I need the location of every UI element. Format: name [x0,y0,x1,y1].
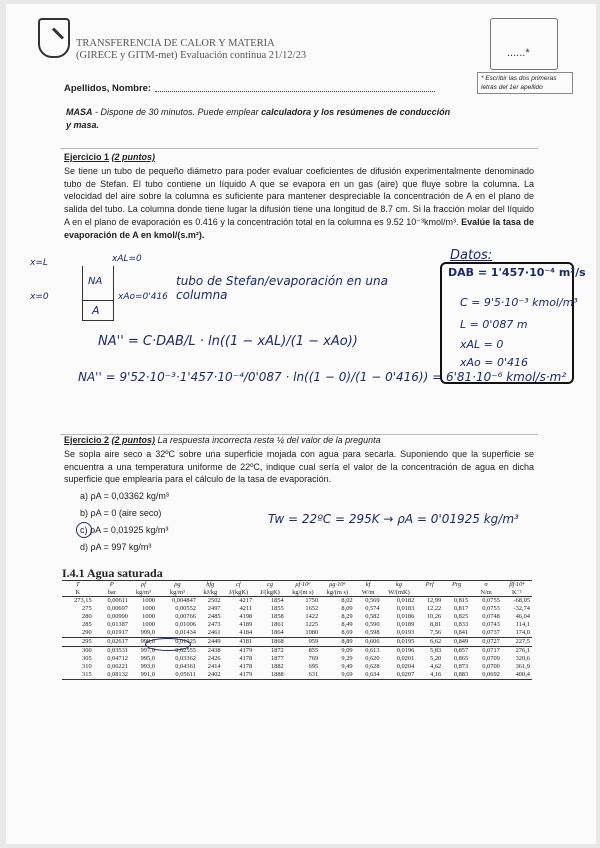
table-cell: 4179 [223,671,255,680]
table-cell: 275 [82,605,92,612]
table-cell: 0,00552 [175,605,196,612]
table-cell: 1422 [305,613,319,620]
table-cell: 4184 [239,629,253,636]
table-cell: 227,5 [502,638,532,647]
table-cell: 8,81 [430,621,442,628]
table-row [62,613,532,621]
table-cell: 0,833 [453,621,469,628]
table-cell: 4,16 [416,671,443,680]
table-cell: 998,0 [130,638,157,647]
table-cell: 0,0717 [482,647,500,654]
table-cell: 1882 [270,663,284,670]
table-cell: 0,841 [453,629,469,636]
table-cell: 0,0737 [482,629,500,636]
table-cell: 305 [82,655,92,662]
table-cell: 995,0 [140,655,155,662]
table-cell: 1861 [270,621,284,628]
table-cell: 0,00766 [175,613,196,620]
table-cell: 1858 [270,613,284,620]
table-unit: kJ/kg [198,589,223,597]
table-cell: 276,1 [515,647,530,654]
table-cell: 2485 [207,613,221,620]
table-cell: 0,634 [355,671,382,680]
table-cell: 5,83 [430,647,442,654]
table-cell: 285 [82,621,92,628]
table-cell: 46,04 [515,613,530,620]
hw-note: tubo de Stefan/evaporación en una columna [176,274,388,302]
divider [60,148,538,149]
table-cell: 361,9 [515,663,530,670]
table-cell: 0,01917 [107,629,128,636]
table-cell: 0,02555 [175,647,196,654]
table-cell: 0,0727 [470,638,502,647]
table-cell: 2461 [207,629,221,636]
option-c[interactable]: c) ρA = 0,01925 kg/m³ [80,525,169,535]
table-cell: -68,05 [513,597,530,604]
instructions: MASA - Dispone de 30 minutos. Puede emplear calculadora y los resúmenes de conducción y masa. [66,107,451,130]
table-cell: 295 [62,638,94,647]
table-cell: 1080 [305,629,319,636]
table-cell: 0,0755 [482,597,500,604]
hw-answer: Tw = 22ºC = 295K → ρA = 0'01925 kg/m³ [268,512,519,526]
table-cell: 0,06221 [107,663,128,670]
table-cell: 1877 [270,655,284,662]
table-cell: 769 [308,655,319,662]
table-cell: 0,0748 [482,613,500,620]
table-row [62,629,532,638]
table-cell: 300 [82,647,92,654]
initials-box[interactable]: ......* [490,18,558,70]
table-cell: 310 [82,663,92,670]
table-cell: 1000 [142,605,155,612]
table-cell: 315 [62,671,94,680]
table-cell: 0,0753 [482,605,500,612]
table-cell: 0,606 [355,638,382,647]
table-cell: 0,0182 [396,597,415,604]
table-header: ρf [130,581,157,589]
liquid-level-line [82,300,114,301]
table-cell: 2473 [207,621,221,628]
table-cell: 0,00990 [107,613,128,620]
ex1-text: Se tiene un tubo de pequeño diámetro para poder evaluar coeficientes de difusión experimentalmente denominado tubo de Stefan. El tubo contiene un líquido A que se evapora en un gas (aire) que fluye sobre la columna. La velocidad del aire sobre la columna es suficiente para mantener despreciable la concentración de A en el plano de salida del tubo. La columna donde tiene lugar la difusión tiene una longitud de 8.7 cm. Si la fracción molar del líquido A en el plano de evaporación es 0.416 y la concentración total en la columna es 9.52 10⁻³kmol/m³. Evalúe la tasa de evaporación de A en kmol/(s.m²). [64,166,534,240]
table-header: cf [223,581,255,589]
table-cell: 0,825 [453,613,469,620]
table-cell: 280 [82,613,92,620]
table-cell: 8,69 [341,629,353,636]
table-cell: 2497 [207,605,221,612]
table-cell: 4179 [239,647,253,654]
table-cell: 695 [308,663,319,670]
table-header: μg·10⁶ [320,581,354,589]
table-cell: 1872 [270,647,284,654]
hw-equation-1: NA'' = C·DAB/L · ln((1 − xAL)/(1 − xAo)) [98,334,358,349]
table-cell: 0,0201 [396,655,415,662]
table-cell: 4178 [239,655,253,662]
table-header: Prg [443,581,470,589]
table-unit: kg/m³ [130,589,157,597]
ex2-text: Se sopla aire seco a 32ºC sobre una superficie mojada con agua para secarla. Suponiendo que la superficie se encuentra a una temperatura uniforme de 22ºC, indique cual sería el valor de la concentración de agua en dicha superficie que emplearía para el cálculo de la tasa de evaporación. [64,449,534,485]
table-cell: 0,817 [453,605,469,612]
hw-a: A [92,304,100,317]
table-cell: 9,09 [341,647,353,654]
table-cell: 8,49 [341,621,353,628]
table-header: Prf [416,581,443,589]
table-cell: 0,0692 [470,671,502,680]
table-cell: 0,865 [453,655,469,662]
saturated-water-table [62,580,532,680]
table-cell: 1888 [254,671,286,680]
table-cell: 8,29 [341,613,353,620]
initials-note: * Escribir las dos primeras letras del 1er apellido [477,72,573,94]
hw-l: L = 0'087 m [460,318,528,331]
hw-xal-data: xAL = 0 [460,338,504,351]
name-label: Apellidos, Nombre: [64,83,152,94]
table-value-circle-mark [145,638,191,651]
table-cell: 1000 [142,621,155,628]
table-header: P [94,581,130,589]
table-cell: 8,09 [341,605,353,612]
table-cell: 0,815 [453,597,469,604]
table-cell: 0,05611 [157,671,198,680]
table-cell: 9,29 [341,655,353,662]
table-cell: 0,004847 [172,597,196,604]
table-unit [416,589,443,597]
table-header: kf [355,581,382,589]
table-unit: kg/m³ [157,589,198,597]
table-cell: 320,6 [515,655,530,662]
table-cell: 2402 [198,671,223,680]
table-cell: 0,598 [365,629,380,636]
table-cell: 6,62 [416,638,443,647]
table-unit: W/m [355,589,382,597]
table-cell: 400,4 [502,671,532,680]
hw-xL: x=L [30,258,48,268]
table-cell: 5,20 [430,655,442,662]
table-cell: 10,26 [426,613,442,620]
table-cell: 855 [308,647,319,654]
table-cell: 2414 [207,663,221,670]
table-cell: 114,1 [515,621,530,628]
table-cell: 12,22 [426,605,442,612]
table-cell: 2426 [207,655,221,662]
table-cell: 0,873 [453,663,469,670]
course-title: TRANSFERENCIA DE CALOR Y MATERIA [76,38,275,49]
table-cell: 997,0 [140,647,155,654]
hw-xao: xAo=0'416 [118,292,168,302]
course-subtitle: (GIRECE y GITM-met) Evaluación continua 21/12/23 [76,50,307,61]
table-cell: 0,03362 [175,655,196,662]
table-cell: 0,590 [365,621,380,628]
table-cell: 0,849 [443,638,470,647]
table-header: σ [470,581,502,589]
table-cell: 0,582 [365,613,380,620]
table-cell: 0,03531 [107,647,128,654]
table-cell: 4,62 [430,663,442,670]
table-cell: 9,69 [320,671,354,680]
table-cell: 1750 [305,597,319,604]
table-row [62,605,532,613]
table-cell: 0,04361 [175,663,196,670]
table-unit: bar [94,589,130,597]
table-cell: 9,49 [341,663,353,670]
hw-equation-2: NA'' = 9'52·10⁻³·1'457·10⁻⁴/0'087 · ln((1 − 0)/(1 − 0'416)) = 6'81·10⁻⁶ kmol/s·m² [78,370,567,384]
table-header: cg [254,581,286,589]
table-header: ρg [157,581,198,589]
table-cell: 0,857 [453,647,469,654]
table-cell: 174,0 [515,629,530,636]
table-cell: 1864 [270,629,284,636]
table-cell: 0,620 [365,655,380,662]
table-cell: -32,74 [513,605,530,612]
table-cell: 1652 [305,605,319,612]
table-cell: 0,569 [365,597,380,604]
table-cell: 0,0193 [396,629,415,636]
table-cell: 4189 [239,621,253,628]
hw-xao-data: xAo = 0'416 [460,356,528,369]
hw-c: C = 9'5·10⁻³ kmol/m³ [460,296,578,309]
table-cell: 4178 [239,663,253,670]
table-cell: 8,89 [320,638,354,647]
table-header: βf·10⁴ [502,581,532,589]
table-cell: 999,0 [140,629,155,636]
table-unit: W/(mK) [382,589,417,597]
table-header: hfg [198,581,223,589]
table-header: kg [382,581,417,589]
table-cell: 0,0186 [396,613,415,620]
university-crest-icon [38,18,70,58]
ex1-heading: Ejercicio 1 (2 puntos) [64,152,156,162]
table-cell: 7,56 [430,629,442,636]
table-row [62,655,532,663]
table-cell: 0,01387 [107,621,128,628]
table-cell: 0,01006 [175,621,196,628]
ex2-heading: Ejercicio 2 (2 puntos) La respuesta incorrecta resta ¼ del valor de la pregunta [64,435,381,445]
table-cell: 4198 [239,613,253,620]
table-cell: 0,0700 [482,663,500,670]
table-row [62,647,532,656]
option-d[interactable]: d) ρA = 997 kg/m³ [80,542,152,552]
table-cell: 991,0 [130,671,157,680]
table-cell: 1868 [254,638,286,647]
table-cell: 2449 [198,638,223,647]
table-cell: 0,628 [365,663,380,670]
table-row [62,621,532,629]
table-cell: 0,01434 [175,629,196,636]
table-row [62,597,532,606]
table-cell: 0,0743 [482,621,500,628]
table-header: μf·10⁶ [286,581,320,589]
table-unit: K [62,589,94,597]
table-row [62,663,532,671]
hw-xal: xAL=0 [112,254,142,264]
hw-x0: x=0 [30,292,49,302]
option-a[interactable]: a) ρA = 0,03362 kg/m³ [80,491,169,501]
table-cell: 0,01925 [157,638,198,647]
table-cell: 4181 [223,638,255,647]
table-cell: 0,00611 [107,597,128,604]
table-cell: 12,99 [426,597,442,604]
table-unit: N/m [470,589,502,597]
table-cell: 0,04712 [107,655,128,662]
hw-datos-title: Datos: [450,248,493,263]
option-b[interactable]: b) ρA = 0 (aire seco) [80,508,162,518]
table-cell: 0,0709 [482,655,500,662]
table-cell: 2502 [207,597,221,604]
option-c-circle-mark [76,522,92,538]
table-cell: 0,0183 [396,605,415,612]
table-cell: 4211 [239,605,253,612]
table-cell: 631 [286,671,320,680]
table-cell: 1000 [142,597,155,604]
table-cell: 273,15 [74,597,92,604]
table-cell: 1000 [142,613,155,620]
table-cell: 2438 [207,647,221,654]
table-cell: 8,02 [341,597,353,604]
table-unit: J/(kgK) [223,589,255,597]
table-unit: K⁻¹ [502,589,532,597]
table-unit: kg/(m s) [320,589,354,597]
table-cell: 0,0195 [382,638,417,647]
table-cell: 0,0189 [396,621,415,628]
table-cell: 4217 [239,597,253,604]
table-cell: 0,574 [365,605,380,612]
hw-dab: DAB = 1'457·10⁻⁴ m²/s [448,266,586,279]
table-cell: 0,0204 [396,663,415,670]
table-cell: 959 [286,638,320,647]
table-cell: 0,08132 [94,671,130,680]
table-cell: 1855 [270,605,284,612]
table-cell: 290 [82,629,92,636]
table-unit [443,589,470,597]
table-cell: 0,02617 [94,638,130,647]
table-unit: kg/(m s) [286,589,320,597]
table-cell: 0,613 [365,647,380,654]
name-field[interactable] [155,91,435,92]
table-row [62,671,532,680]
table-cell: 1225 [305,621,319,628]
table-header: T [62,581,94,589]
hw-na: NA [88,276,103,287]
table-section-title: I.4.1 Agua saturada [62,566,163,580]
table-cell: 0,883 [443,671,470,680]
table-cell: 0,00697 [107,605,128,612]
table-unit: J/(kgK) [254,589,286,597]
table-cell: 1854 [270,597,284,604]
table-cell: 0,0207 [382,671,417,680]
table-cell: 0,0196 [396,647,415,654]
table-cell: 993,0 [140,663,155,670]
table-row [62,638,532,647]
